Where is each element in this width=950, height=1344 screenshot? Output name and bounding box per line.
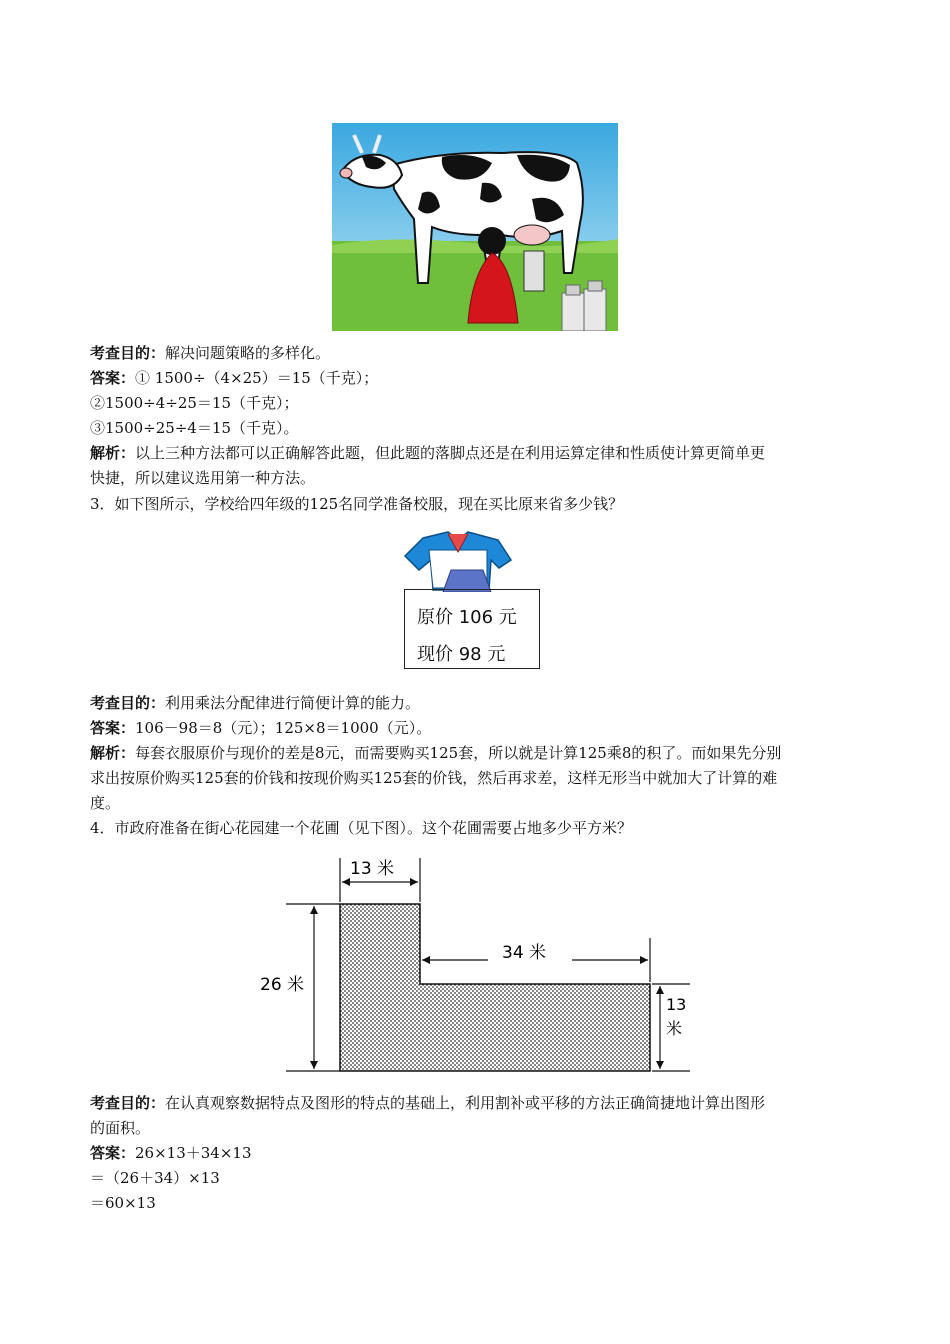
q3-analysis-text: 每套衣服原价与现价的差是8元，而需要购买125套，所以就是计算125乘8的积了。而如果先分别 [135, 744, 782, 762]
q3-purpose-text: 利用乘法分配律进行简便计算的能力。 [165, 694, 421, 712]
purpose-text: 解决问题策略的多样化。 [165, 344, 331, 362]
l-shaped-flowerbed [340, 904, 650, 1071]
q4-purpose-text: 在认真观察数据特点及图形的特点的基础上，利用割补或平移的方法正确简捷地计算出图形 [165, 1094, 766, 1112]
right-height-unit: 米 [666, 1019, 683, 1038]
answer-text: ① 1500÷（4×25）＝15（千克）； [135, 369, 379, 387]
q4-purpose-line-1 [90, 1091, 765, 1116]
q4-answer-line-2: ＝（26＋34）×13 [90, 1169, 220, 1187]
flowerbed-diagram [250, 848, 700, 1078]
q4-purpose-line-2: 的面积。 [90, 1119, 151, 1137]
q3-analysis-line-2: 求出按原价购买125套的价钱和按现价购买125套的价钱，然后再求差，这样无形当中就加大了计算的难 [90, 769, 778, 787]
question-3-text: 3．如下图所示，学校给四年级的125名同学准备校服，现在买比原来省多少钱？ [90, 495, 624, 513]
analysis-text: 以上三种方法都可以正确解答此题，但此题的落脚点还是在利用运算定律和性质使计算更简单更 [135, 444, 766, 462]
bottom-length-label: 34 米 [502, 943, 547, 963]
q3-analysis-line-3: 度。 [90, 794, 121, 812]
q3-answer-line [90, 716, 431, 741]
answer-label: 答案： [90, 369, 136, 387]
price-box [404, 589, 540, 669]
cow-milking-illustration [332, 123, 618, 331]
analysis-line-2: 快捷，所以建议选用第一种方法。 [90, 469, 316, 487]
q3-answer-label: 答案： [90, 719, 136, 737]
school-uniform-illustration [403, 530, 513, 592]
original-price: 原价 106 元 [417, 607, 517, 628]
analysis-label: 解析： [90, 444, 136, 462]
answer-line-1 [90, 366, 378, 391]
q4-purpose-label: 考查目的： [90, 1094, 166, 1112]
top-width-label: 13 米 [350, 859, 395, 879]
q3-purpose-label: 考查目的： [90, 694, 166, 712]
purpose-line-1 [90, 341, 330, 366]
question-4-text: 4．市政府准备在街心花园建一个花圃（见下图）。这个花圃需要占地多少平方米？ [90, 819, 633, 837]
q4-answer-label: 答案： [90, 1144, 136, 1162]
answer-line-3: ③1500÷25÷4＝15（千克）。 [90, 419, 299, 437]
q4-answer-line-1 [90, 1141, 252, 1166]
purpose-label: 考查目的： [90, 344, 166, 362]
right-height-number: 13 [666, 995, 687, 1014]
answer-line-2: ②1500÷4÷25＝15（千克）； [90, 394, 299, 412]
analysis-line-1 [90, 441, 765, 466]
q4-answer-line-3: ＝60×13 [90, 1194, 156, 1212]
current-price: 现价 98 元 [417, 644, 506, 665]
q3-answer-text: 106－98＝8（元）；125×8＝1000（元）。 [135, 719, 432, 737]
q3-purpose-line [90, 691, 420, 716]
q3-analysis-label: 解析： [90, 744, 136, 762]
left-height-label: 26 米 [260, 975, 305, 995]
q4-answer-text: 26×13＋34×13 [135, 1144, 252, 1162]
q3-analysis-line-1 [90, 741, 781, 766]
